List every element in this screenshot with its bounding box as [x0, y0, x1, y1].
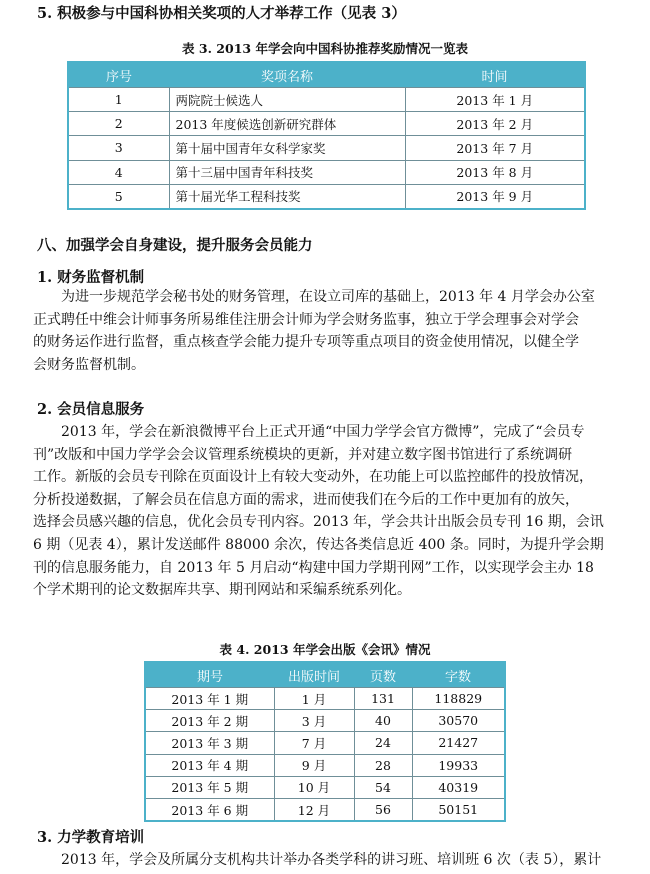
paragraph-line: 选择会员感兴趣的信息，优化会员专刊内容。2013 年，学会共计出版会员专刊 16 期，会讯 — [33, 514, 604, 531]
table-4 — [144, 661, 506, 822]
section-5-heading: 5. 积极参与中国科协相关奖项的人才举荐工作（见表 3） — [37, 5, 406, 22]
paragraph-line: 2013 年，学会在新浪微博平台上正式开通“中国力学学会官方微博”，完成了“会员专 — [61, 424, 585, 440]
table-cell: 1 月 — [274, 688, 354, 710]
table-row — [145, 710, 505, 732]
table-cell: 2013 年 2 月 — [405, 112, 585, 136]
table-cell: 12 月 — [274, 798, 354, 821]
table-row — [145, 776, 505, 798]
paragraph-line: 会财务监督机制。 — [33, 356, 145, 373]
subsection-3-heading: 3. 力学教育培训 — [37, 829, 145, 846]
column-header: 时间 — [405, 62, 585, 88]
table-row — [145, 754, 505, 776]
table-cell: 56 — [354, 798, 412, 821]
table-cell: 2013 年度候选创新研究群体 — [169, 112, 405, 136]
column-header: 期号 — [145, 662, 274, 688]
table-cell: 54 — [354, 776, 412, 798]
paragraph-line: 工作。新版的会员专刊除在页面设计上有较大变动外，在功能上可以监控邮件的投放情况， — [33, 469, 593, 486]
table-cell: 30570 — [412, 710, 505, 732]
table-3-caption: 表 3. 2013 年学会向中国科协推荐奖励情况一览表 — [182, 41, 468, 56]
table-cell: 第十届中国青年女科学家奖 — [169, 136, 405, 160]
member-service-paragraph — [33, 421, 617, 602]
column-header: 字数 — [412, 662, 505, 688]
table-cell: 28 — [354, 754, 412, 776]
table-cell: 40 — [354, 710, 412, 732]
table-cell: 19933 — [412, 754, 505, 776]
table-row — [68, 88, 585, 112]
table-cell: 第十三届中国青年科技奖 — [169, 160, 405, 184]
table-4-caption: 表 4. 2013 年学会出版《会讯》情况 — [219, 642, 431, 657]
table-cell: 3 月 — [274, 710, 354, 732]
table-cell: 2 — [68, 112, 169, 136]
section-8-heading: 八、加强学会自身建设，提升服务会员能力 — [37, 237, 313, 254]
table-cell: 21427 — [412, 732, 505, 754]
column-header: 页数 — [354, 662, 412, 688]
table-cell: 5 — [68, 184, 169, 209]
table-cell: 1 — [68, 88, 169, 112]
table-cell: 10 月 — [274, 776, 354, 798]
table-cell: 2013 年 2 期 — [145, 710, 274, 732]
paragraph-line: 6 期（见表 4），累计发送邮件 88000 余次，传达各类信息近 400 条。同时，为提升学会期 — [33, 536, 604, 553]
table-3 — [67, 61, 586, 210]
subsection-1-heading: 1. 财务监督机制 — [37, 269, 145, 286]
table-cell: 2013 年 1 月 — [405, 88, 585, 112]
column-header: 出版时间 — [274, 662, 354, 688]
paragraph-line: 刊”改版和中国力学学会会议管理系统模块的更新，并对建立数字图书馆进行了系统调研 — [33, 446, 573, 463]
table-cell: 第十届光华工程科技奖 — [169, 184, 405, 209]
table-row — [68, 136, 585, 160]
subsection-2-heading: 2. 会员信息服务 — [37, 401, 145, 418]
table-cell: 4 — [68, 160, 169, 184]
table-cell: 131 — [354, 688, 412, 710]
table-header-row — [145, 662, 505, 688]
table-cell: 2013 年 9 月 — [405, 184, 585, 209]
paragraph-line: 为进一步规范学会秘书处的财务管理，在设立司库的基础上，2013 年 4 月学会办公室 — [61, 289, 595, 305]
paragraph-line: 的财务运作进行监督，重点核查学会能力提升专项等重点项目的资金使用情况，以健全学 — [33, 334, 579, 351]
table-cell: 2013 年 1 期 — [145, 688, 274, 710]
table-cell: 9 月 — [274, 754, 354, 776]
table-cell: 2013 年 3 期 — [145, 732, 274, 754]
table-row — [145, 798, 505, 821]
table-cell: 3 — [68, 136, 169, 160]
table-cell: 118829 — [412, 688, 505, 710]
table-row — [68, 112, 585, 136]
paragraph-line: 分析投递数据，了解会员在信息方面的需求，进而使我们在今后的工作中更加有的放矢， — [33, 491, 579, 508]
table-cell: 2013 年 6 期 — [145, 798, 274, 821]
paragraph-line: 个学术期刊的论文数据库共享、期刊网站和采编系统系列化。 — [33, 582, 411, 599]
table-cell: 50151 — [412, 798, 505, 821]
training-paragraph — [33, 849, 617, 872]
paragraph-line: 正式聘任中维会计师事务所易维佳注册会计师为学会财务监事，独立于学会理事会对学会 — [33, 311, 579, 328]
table-cell: 7 月 — [274, 732, 354, 754]
paragraph-line: 2013 年，学会及所属分支机构共计举办各类学科的讲习班、培训班 6 次（表 5），累计 — [61, 852, 602, 868]
finance-paragraph — [33, 286, 617, 376]
table-header-row — [68, 62, 585, 88]
table-row — [68, 184, 585, 209]
table-cell: 40319 — [412, 776, 505, 798]
table-cell: 两院院士候选人 — [169, 88, 405, 112]
table-row — [145, 732, 505, 754]
table-cell: 2013 年 8 月 — [405, 160, 585, 184]
paragraph-line: 刊的信息服务能力，自 2013 年 5 月启动“构建中国力学期刊网”工作，以实现学会主办 18 — [33, 559, 594, 576]
table-cell: 2013 年 4 期 — [145, 754, 274, 776]
table-cell: 2013 年 7 月 — [405, 136, 585, 160]
table-cell: 24 — [354, 732, 412, 754]
table-cell: 2013 年 5 期 — [145, 776, 274, 798]
column-header: 奖项名称 — [169, 62, 405, 88]
table-row — [145, 688, 505, 710]
column-header: 序号 — [68, 62, 169, 88]
table-row — [68, 160, 585, 184]
